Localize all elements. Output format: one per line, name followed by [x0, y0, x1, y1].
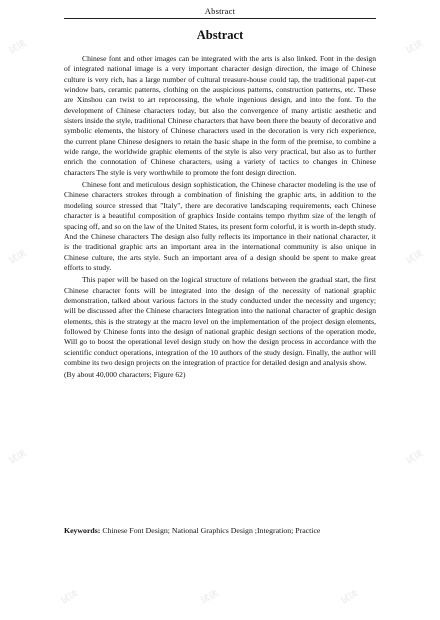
header-rule [64, 18, 376, 19]
watermark: 试读 [6, 38, 28, 56]
watermark: 试读 [58, 588, 80, 606]
abstract-body [64, 54, 376, 383]
abstract-paragraph: Chinese font and other images can be integrated with the arts is also linked. Font in the design of integrated national image is a very important character design direction, the image of Chinese culture is very rich, has a large number of cultural treasure-house could tap, the traditional paper-cut window bars, ceramic patterns, clothing on the auspicious patterns, construction patterns, etc. These are Xinshou can twist to art reprocessing, the whole ingenious design, and into the font. To the development of Chinese characters today, but also the convergence of many artistic aesthetic and sisters inside the style, traditional Chinese characters that have been there the beauty of decorative and symbolic elements, the history of Chinese characters used in the decoration is very rich experience, the current plane Chinese designers to retain the basic shape in the form of the premise, to combine a wide range, the worldwide graphic elements of the style is also very practical, but also as to further enrich the connotation of Chinese characters, using a variety of tactics to changes in Chinese characters The style is very worthwhile to promote the font design direction. [64, 54, 376, 177]
watermark: 试读 [198, 588, 220, 606]
abstract-paragraph: This paper will be based on the logical structure of relations between the gradual start, the first Chinese character fonts will be integrated into the design of the necessity of national graphic demonstration, talked about various factors in the study conducted under the necessity and urgency; will be discussed after the Chinese characters Integration into the national character of graphic design elements, this is the strategy at the macro level on the implementation of the project design elements, followed by Chinese fonts into the design of national graphic design sections of the operation mode, Will go to boost the operational level design study on how the design process in accordance with the scientific conduct operations, integration of the 10 authors of the study design. Finally, the author will combine its two design projects on the integration of practice for detailed design and analysis show. [64, 275, 376, 367]
watermark: 试读 [403, 448, 425, 466]
watermark: 试读 [403, 248, 425, 266]
page-title: Abstract [196, 28, 244, 42]
watermark: 试读 [338, 588, 360, 606]
running-header: Abstract [204, 6, 236, 16]
character-count-note: (By about 40,000 characters; Figure 62) [64, 370, 186, 380]
watermark: 试读 [6, 448, 28, 466]
keywords-label: Keywords: [64, 526, 101, 535]
watermark: 试读 [403, 38, 425, 56]
keywords-text: Chinese Font Design; National Graphics Design ;Integration; Practice [100, 526, 321, 535]
watermark: 试读 [6, 248, 28, 266]
abstract-paragraph: Chinese font and meticulous design sophistication, the Chinese character modeling is the use of Chinese characters strokes through a combination of finishing the graphic arts, in addition to the modeling source stressed that "Italy", there are decorative landscaping requirements, each Chinese character is a beautiful composition of graphics Inside contains tempo rhythm size of the length of spacing off, and so on the law of the United States, its present form colorful, it is worth in-depth study. And the Chinese characters The design also fully reflects its importance in their national character, it is the traditional graphic arts an important area in the international community is also unique in Chinese culture, the arts style. Such an important area of a design should be spent to make great efforts to study. [64, 180, 376, 272]
keywords-line [64, 526, 376, 535]
